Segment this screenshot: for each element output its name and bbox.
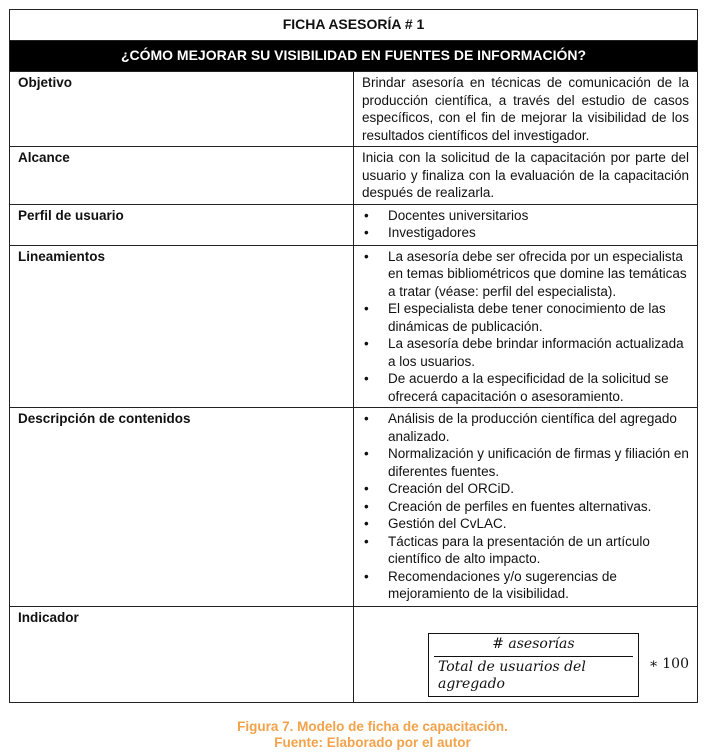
list-item: • Análisis de la producción científica del agregado analizado. [362, 410, 689, 445]
content-descripcion [354, 408, 698, 607]
label-alcance: Alcance [10, 147, 354, 205]
label-lineamientos: Lineamientos [10, 245, 354, 408]
content-perfil [354, 204, 698, 245]
label-descripcion: Descripción de contenidos [10, 408, 354, 607]
perfil-list [362, 207, 689, 242]
list-item: • Docentes universitarios [362, 207, 689, 225]
formula-bracket [428, 633, 639, 697]
formula-multiplier [645, 656, 689, 674]
formula-fraction [434, 636, 633, 694]
list-item: • Creación de perfiles en fuentes alternativas. [362, 498, 689, 516]
row-perfil [10, 204, 698, 245]
formula-numerator: # asesorías [492, 636, 575, 652]
content-lineamientos [354, 245, 698, 408]
caption-source: Fuente: Elaborado por el autor [274, 735, 471, 750]
objetivo-text: Brindar asesoría en técnicas de comunicación de la producción científica, a través del estudio de casos específicos, con el fin de mejorar la visibilidad de los resultados científicos del investigador. [362, 75, 689, 143]
list-item: • Creación del ORCiD. [362, 480, 689, 498]
formula-operator: ∗ [648, 656, 659, 672]
list-item: • Tácticas para la presentación de un artículo científico de alto impacto. [362, 533, 689, 568]
list-item: • La asesoría debe brindar información actualizada a los usuarios. [362, 335, 689, 370]
caption-figure: Figura 7. Modelo de ficha de capacitación. [237, 719, 508, 734]
list-item: • El especialista debe tener conocimiento de las dinámicas de publicación. [362, 300, 689, 335]
row-objetivo [10, 72, 698, 147]
ficha-table [9, 9, 698, 703]
row-lineamientos [10, 245, 698, 408]
row-alcance [10, 147, 698, 205]
formula-factor: 100 [662, 656, 689, 672]
list-item: • De acuerdo a la especificidad de la solicitud se ofrecerá capacitación o asesoramiento. [362, 370, 689, 405]
ficha-title: FICHA ASESORÍA # 1 [10, 10, 698, 41]
alcance-text: Inicia con la solicitud de la capacitación por parte del usuario y finaliza con la evaluación de la capacitación después de realizarla. [362, 150, 689, 200]
lineamientos-list [362, 248, 689, 406]
indicator-formula [428, 633, 689, 697]
label-indicador: Indicador [10, 607, 354, 703]
list-item: • La asesoría debe ser ofrecida por un especialista en temas bibliométricos que domine las temáticas a tratar (véase: perfil del especialista). [362, 248, 689, 301]
row-indicador [10, 607, 698, 703]
figure-caption [0, 719, 711, 751]
list-item: • Recomendaciones y/o sugerencias de mejoramiento de la visibilidad. [362, 568, 689, 603]
row-descripcion [10, 408, 698, 607]
label-perfil: Perfil de usuario [10, 204, 354, 245]
content-indicador [354, 607, 698, 703]
content-objetivo [354, 72, 698, 147]
formula-denominator: Total de usuarios del agregado [438, 658, 586, 692]
descripcion-list [362, 410, 689, 603]
ficha-subtitle: ¿CÓMO MEJORAR SU VISIBILIDAD EN FUENTES DE INFORMACIÓN? [10, 41, 698, 72]
label-objetivo: Objetivo [10, 72, 354, 147]
list-item: • Investigadores [362, 224, 689, 242]
list-item: • Normalización y unificación de firmas y filiación en diferentes fuentes. [362, 445, 689, 480]
list-item: • Gestión del CvLAC. [362, 515, 689, 533]
content-alcance [354, 147, 698, 205]
